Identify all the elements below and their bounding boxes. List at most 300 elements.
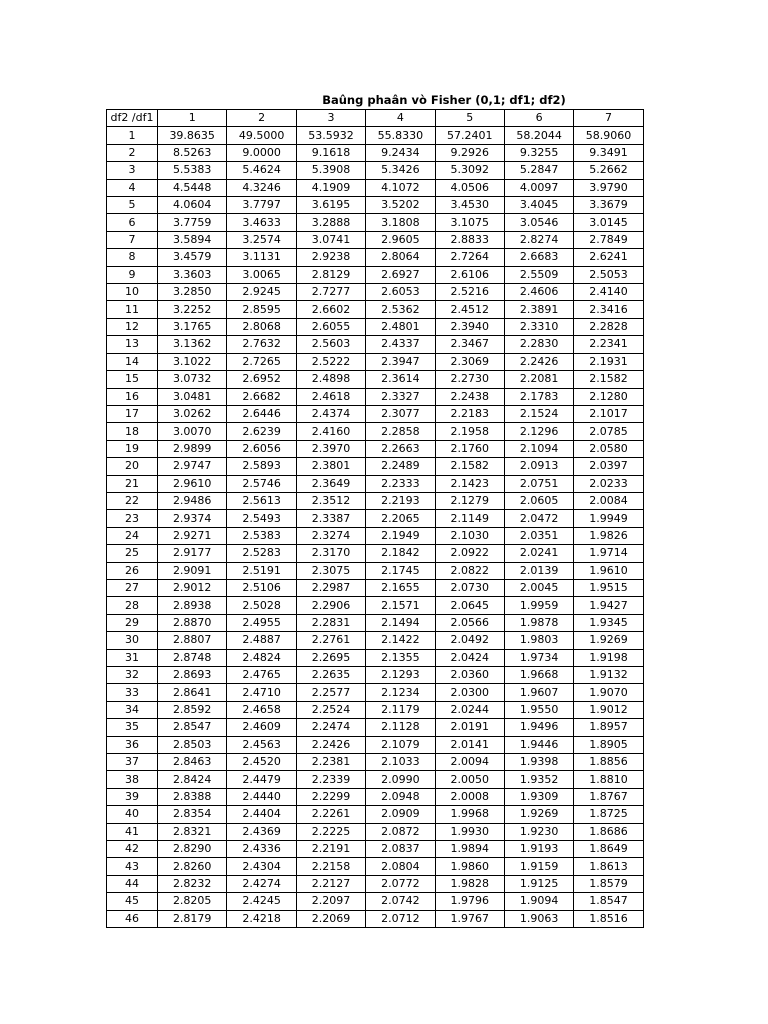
- table-cell: 2.2828: [574, 318, 643, 335]
- table-row: [107, 667, 644, 684]
- table-row: [107, 510, 644, 527]
- table-cell: 2.1582: [435, 458, 504, 475]
- table-cell: 1.9734: [504, 649, 573, 666]
- table-cell: 2.7277: [296, 284, 365, 301]
- table-cell: 2.1033: [366, 754, 435, 771]
- table-cell: 1.9949: [574, 510, 643, 527]
- table-cell: 2.8592: [158, 701, 227, 718]
- table-cell: 1.8547: [574, 893, 643, 910]
- row-header-df2: 14: [107, 353, 158, 370]
- table-cell: 1.8649: [574, 841, 643, 858]
- table-cell: 2.0050: [435, 771, 504, 788]
- table-cell: 3.2850: [158, 284, 227, 301]
- row-header-df2: 36: [107, 736, 158, 753]
- table-cell: 2.2577: [296, 684, 365, 701]
- table-cell: 2.3274: [296, 527, 365, 544]
- table-cell: 1.9063: [504, 910, 573, 927]
- table-cell: 2.1949: [366, 527, 435, 544]
- table-row: [107, 440, 644, 457]
- table-cell: 1.9668: [504, 667, 573, 684]
- table-cell: 2.9091: [158, 562, 227, 579]
- table-cell: 2.1017: [574, 405, 643, 422]
- table-row: [107, 875, 644, 892]
- table-cell: 2.2426: [504, 353, 573, 370]
- table-row: [107, 910, 644, 927]
- table-cell: 2.5028: [227, 597, 296, 614]
- table-cell: 2.1149: [435, 510, 504, 527]
- table-cell: 2.4479: [227, 771, 296, 788]
- column-header-df1-2: 2: [227, 110, 296, 127]
- table-cell: 1.9803: [504, 632, 573, 649]
- table-cell: 2.5283: [227, 545, 296, 562]
- header-row: [107, 110, 644, 127]
- table-cell: 2.5216: [435, 284, 504, 301]
- table-cell: 2.6952: [227, 371, 296, 388]
- table-cell: 2.5053: [574, 266, 643, 283]
- table-row: [107, 214, 644, 231]
- table-cell: 2.9271: [158, 527, 227, 544]
- table-cell: 3.7797: [227, 197, 296, 214]
- table-cell: 2.5222: [296, 353, 365, 370]
- table-cell: 2.4274: [227, 875, 296, 892]
- table-cell: 1.9610: [574, 562, 643, 579]
- row-header-df2: 46: [107, 910, 158, 927]
- table-row: [107, 318, 644, 335]
- table-cell: 1.9550: [504, 701, 573, 718]
- table-cell: 2.2524: [296, 701, 365, 718]
- row-header-df2: 40: [107, 806, 158, 823]
- table-cell: 1.9269: [574, 632, 643, 649]
- table-row: [107, 719, 644, 736]
- table-cell: 39.8635: [158, 127, 227, 144]
- table-row: [107, 614, 644, 631]
- table-cell: 4.5448: [158, 179, 227, 196]
- row-header-df2: 33: [107, 684, 158, 701]
- table-cell: 2.3069: [435, 353, 504, 370]
- table-cell: 2.4369: [227, 823, 296, 840]
- table-cell: 2.1931: [574, 353, 643, 370]
- table-cell: 1.9714: [574, 545, 643, 562]
- table-cell: 2.8424: [158, 771, 227, 788]
- table-cell: 3.7759: [158, 214, 227, 231]
- table-cell: 2.2191: [296, 841, 365, 858]
- table-cell: 2.9177: [158, 545, 227, 562]
- table-row: [107, 579, 644, 596]
- row-header-df2: 28: [107, 597, 158, 614]
- table-cell: 2.1494: [366, 614, 435, 631]
- table-cell: 55.8330: [366, 127, 435, 144]
- column-header-df1-3: 3: [296, 110, 365, 127]
- table-cell: 5.5383: [158, 162, 227, 179]
- table-row: [107, 127, 644, 144]
- table-cell: 2.3075: [296, 562, 365, 579]
- table-cell: 2.3077: [366, 405, 435, 422]
- table-cell: 2.1355: [366, 649, 435, 666]
- table-cell: 2.0785: [574, 423, 643, 440]
- table-cell: 2.2333: [366, 475, 435, 492]
- table-cell: 2.8595: [227, 301, 296, 318]
- table-cell: 2.2730: [435, 371, 504, 388]
- row-header-df2: 22: [107, 492, 158, 509]
- table-cell: 2.3170: [296, 545, 365, 562]
- table-cell: 2.0742: [366, 893, 435, 910]
- table-cell: 3.4579: [158, 249, 227, 266]
- table-cell: 2.2261: [296, 806, 365, 823]
- table-cell: 2.4887: [227, 632, 296, 649]
- table-row: [107, 754, 644, 771]
- table-cell: 1.9159: [504, 858, 573, 875]
- table-cell: 2.1524: [504, 405, 573, 422]
- table-cell: 2.7265: [227, 353, 296, 370]
- table-cell: 3.1765: [158, 318, 227, 335]
- table-cell: 3.3603: [158, 266, 227, 283]
- table-cell: 2.0045: [504, 579, 573, 596]
- table-row: [107, 562, 644, 579]
- table-cell: 2.0360: [435, 667, 504, 684]
- table-cell: 2.0922: [435, 545, 504, 562]
- table-row: [107, 545, 644, 562]
- table-cell: 57.2401: [435, 127, 504, 144]
- table-cell: 4.0604: [158, 197, 227, 214]
- table-cell: 3.0732: [158, 371, 227, 388]
- row-header-df2: 4: [107, 179, 158, 196]
- table-cell: 2.1745: [366, 562, 435, 579]
- table-cell: 9.0000: [227, 144, 296, 161]
- table-cell: 2.6927: [366, 266, 435, 283]
- table-row: [107, 858, 644, 875]
- table-cell: 2.2381: [296, 754, 365, 771]
- table-cell: 2.0872: [366, 823, 435, 840]
- row-header-df2: 5: [107, 197, 158, 214]
- table-cell: 2.0566: [435, 614, 504, 631]
- table-row: [107, 806, 644, 823]
- row-header-df2: 19: [107, 440, 158, 457]
- table-cell: 2.4765: [227, 667, 296, 684]
- table-cell: 1.9878: [504, 614, 573, 631]
- row-header-df2: 3: [107, 162, 158, 179]
- table-cell: 5.4624: [227, 162, 296, 179]
- table-cell: 2.2225: [296, 823, 365, 840]
- table-cell: 2.8693: [158, 667, 227, 684]
- table-cell: 2.4245: [227, 893, 296, 910]
- table-cell: 2.2081: [504, 371, 573, 388]
- table-cell: 2.8833: [435, 231, 504, 248]
- table-row: [107, 632, 644, 649]
- table-cell: 1.9345: [574, 614, 643, 631]
- table-cell: 2.0472: [504, 510, 573, 527]
- table-cell: 1.9496: [504, 719, 573, 736]
- table-cell: 2.0300: [435, 684, 504, 701]
- table-cell: 1.9515: [574, 579, 643, 596]
- table-cell: 2.4520: [227, 754, 296, 771]
- table-cell: 2.9486: [158, 492, 227, 509]
- table-cell: 2.5603: [296, 336, 365, 353]
- row-header-df2: 35: [107, 719, 158, 736]
- table-cell: 4.1909: [296, 179, 365, 196]
- table-cell: 2.2438: [435, 388, 504, 405]
- table-cell: 2.5383: [227, 527, 296, 544]
- row-header-df2: 10: [107, 284, 158, 301]
- row-header-df2: 31: [107, 649, 158, 666]
- table-cell: 2.6241: [574, 249, 643, 266]
- table-cell: 2.5191: [227, 562, 296, 579]
- table-cell: 1.9198: [574, 649, 643, 666]
- table-cell: 2.4336: [227, 841, 296, 858]
- table-cell: 2.4304: [227, 858, 296, 875]
- table-cell: 3.0546: [504, 214, 573, 231]
- table-cell: 2.3891: [504, 301, 573, 318]
- table-cell: 2.4955: [227, 614, 296, 631]
- table-cell: 2.1094: [504, 440, 573, 457]
- table-cell: 1.9796: [435, 893, 504, 910]
- table-cell: 2.1423: [435, 475, 504, 492]
- table-title: Baûng phaân vò Fisher (0,1; df1; df2): [322, 93, 566, 107]
- row-header-df2: 15: [107, 371, 158, 388]
- table-cell: 2.8463: [158, 754, 227, 771]
- table-cell: 1.9828: [435, 875, 504, 892]
- table-cell: 2.0990: [366, 771, 435, 788]
- table-row: [107, 144, 644, 161]
- table-cell: 2.2426: [296, 736, 365, 753]
- table-cell: 2.1179: [366, 701, 435, 718]
- table-cell: 2.0804: [366, 858, 435, 875]
- table-cell: 3.1808: [366, 214, 435, 231]
- table-cell: 58.2044: [504, 127, 573, 144]
- table-cell: 2.6056: [227, 440, 296, 457]
- table-row: [107, 684, 644, 701]
- table-cell: 49.5000: [227, 127, 296, 144]
- table-cell: 2.1655: [366, 579, 435, 596]
- table-cell: 2.3327: [366, 388, 435, 405]
- table-cell: 8.5263: [158, 144, 227, 161]
- table-cell: 4.1072: [366, 179, 435, 196]
- table-cell: 2.1030: [435, 527, 504, 544]
- table-cell: 2.4440: [227, 788, 296, 805]
- table-cell: 2.2474: [296, 719, 365, 736]
- table-cell: 1.8810: [574, 771, 643, 788]
- table-cell: 9.3491: [574, 144, 643, 161]
- table-cell: 2.4606: [504, 284, 573, 301]
- table-cell: 3.9790: [574, 179, 643, 196]
- table-cell: 2.7849: [574, 231, 643, 248]
- table-cell: 2.2489: [366, 458, 435, 475]
- table-cell: 2.2065: [366, 510, 435, 527]
- table-cell: 2.2193: [366, 492, 435, 509]
- table-cell: 5.2847: [504, 162, 573, 179]
- table-cell: 58.9060: [574, 127, 643, 144]
- table-cell: 2.8807: [158, 632, 227, 649]
- table-row: [107, 284, 644, 301]
- table-cell: 1.8686: [574, 823, 643, 840]
- table-cell: 3.0065: [227, 266, 296, 283]
- table-row: [107, 388, 644, 405]
- table-cell: 2.0605: [504, 492, 573, 509]
- table-cell: 2.3512: [296, 492, 365, 509]
- row-header-df2: 39: [107, 788, 158, 805]
- table-cell: 2.1234: [366, 684, 435, 701]
- table-cell: 2.4609: [227, 719, 296, 736]
- table-cell: 1.8613: [574, 858, 643, 875]
- table-cell: 2.1422: [366, 632, 435, 649]
- table-cell: 3.0070: [158, 423, 227, 440]
- table-cell: 2.5493: [227, 510, 296, 527]
- table-cell: 2.2761: [296, 632, 365, 649]
- table-cell: 2.9374: [158, 510, 227, 527]
- table-cell: 1.9230: [504, 823, 573, 840]
- table-cell: 2.3801: [296, 458, 365, 475]
- table-cell: 3.5202: [366, 197, 435, 214]
- table-cell: 2.2097: [296, 893, 365, 910]
- row-header-df2: 44: [107, 875, 158, 892]
- table-cell: 1.9094: [504, 893, 573, 910]
- row-header-df2: 37: [107, 754, 158, 771]
- table-cell: 1.9446: [504, 736, 573, 753]
- table-cell: 2.0909: [366, 806, 435, 823]
- table-cell: 2.8205: [158, 893, 227, 910]
- table-row: [107, 231, 644, 248]
- table-cell: 2.2339: [296, 771, 365, 788]
- table-cell: 3.6195: [296, 197, 365, 214]
- table-cell: 2.3614: [366, 371, 435, 388]
- row-header-df2: 9: [107, 266, 158, 283]
- table-cell: 1.9070: [574, 684, 643, 701]
- table-cell: 2.0424: [435, 649, 504, 666]
- row-header-df2: 20: [107, 458, 158, 475]
- table-cell: 1.9959: [504, 597, 573, 614]
- table-row: [107, 597, 644, 614]
- table-cell: 3.2252: [158, 301, 227, 318]
- table-cell: 2.3416: [574, 301, 643, 318]
- row-header-df2: 16: [107, 388, 158, 405]
- table-cell: 4.0097: [504, 179, 573, 196]
- row-header-df2: 11: [107, 301, 158, 318]
- row-header-df2: 34: [107, 701, 158, 718]
- table-cell: 2.0492: [435, 632, 504, 649]
- table-cell: 3.3679: [574, 197, 643, 214]
- table-cell: 2.8748: [158, 649, 227, 666]
- table-cell: 3.0741: [296, 231, 365, 248]
- table-cell: 2.9899: [158, 440, 227, 457]
- row-header-df2: 12: [107, 318, 158, 335]
- table-cell: 2.3467: [435, 336, 504, 353]
- table-cell: 2.0580: [574, 440, 643, 457]
- table-cell: 2.6682: [227, 388, 296, 405]
- table-row: [107, 475, 644, 492]
- table-cell: 1.9860: [435, 858, 504, 875]
- table-cell: 2.0397: [574, 458, 643, 475]
- column-header-df1-1: 1: [158, 110, 227, 127]
- table-cell: 2.8641: [158, 684, 227, 701]
- table-cell: 2.4563: [227, 736, 296, 753]
- table-cell: 2.4404: [227, 806, 296, 823]
- table-row: [107, 371, 644, 388]
- table-cell: 2.8354: [158, 806, 227, 823]
- table-cell: 3.0145: [574, 214, 643, 231]
- row-header-df2: 21: [107, 475, 158, 492]
- table-cell: 2.3947: [366, 353, 435, 370]
- table-cell: 2.8232: [158, 875, 227, 892]
- table-cell: 1.9427: [574, 597, 643, 614]
- table-cell: 2.0233: [574, 475, 643, 492]
- table-cell: 2.0241: [504, 545, 573, 562]
- table-cell: 2.4658: [227, 701, 296, 718]
- table-cell: 1.8725: [574, 806, 643, 823]
- table-cell: 9.2926: [435, 144, 504, 161]
- table-row: [107, 736, 644, 753]
- row-header-df2: 6: [107, 214, 158, 231]
- table-cell: 2.5613: [227, 492, 296, 509]
- table-cell: 1.8767: [574, 788, 643, 805]
- table-cell: 4.0506: [435, 179, 504, 196]
- table-cell: 2.5893: [227, 458, 296, 475]
- table-cell: 3.1362: [158, 336, 227, 353]
- table-cell: 2.0913: [504, 458, 573, 475]
- table-cell: 5.3908: [296, 162, 365, 179]
- table-row: [107, 423, 644, 440]
- table-cell: 2.8274: [504, 231, 573, 248]
- table-cell: 2.1296: [504, 423, 573, 440]
- table-row: [107, 458, 644, 475]
- table-cell: 2.8068: [227, 318, 296, 335]
- table-cell: 1.9968: [435, 806, 504, 823]
- table-cell: 2.1582: [574, 371, 643, 388]
- table-cell: 3.1131: [227, 249, 296, 266]
- table-cell: 2.2341: [574, 336, 643, 353]
- table-cell: 2.1760: [435, 440, 504, 457]
- table-cell: 2.2635: [296, 667, 365, 684]
- row-header-df2: 17: [107, 405, 158, 422]
- row-header-df2: 43: [107, 858, 158, 875]
- table-cell: 3.1075: [435, 214, 504, 231]
- table-cell: 3.0262: [158, 405, 227, 422]
- table-cell: 2.1783: [504, 388, 573, 405]
- table-cell: 2.1571: [366, 597, 435, 614]
- row-header-df2: 1: [107, 127, 158, 144]
- table-cell: 2.6239: [227, 423, 296, 440]
- table-cell: 3.4045: [504, 197, 573, 214]
- table-cell: 1.9125: [504, 875, 573, 892]
- row-header-df2: 24: [107, 527, 158, 544]
- table-cell: 2.2830: [504, 336, 573, 353]
- table-cell: 2.1079: [366, 736, 435, 753]
- table-cell: 9.3255: [504, 144, 573, 161]
- row-header-df2: 26: [107, 562, 158, 579]
- table-cell: 2.8503: [158, 736, 227, 753]
- table-cell: 2.4801: [366, 318, 435, 335]
- table-cell: 2.8260: [158, 858, 227, 875]
- table-cell: 2.2299: [296, 788, 365, 805]
- table-cell: 2.5746: [227, 475, 296, 492]
- table-cell: 2.9610: [158, 475, 227, 492]
- table-cell: 2.9245: [227, 284, 296, 301]
- table-cell: 2.7632: [227, 336, 296, 353]
- table-cell: 2.4512: [435, 301, 504, 318]
- table-cell: 2.8290: [158, 841, 227, 858]
- table-row: [107, 162, 644, 179]
- table-cell: 2.4160: [296, 423, 365, 440]
- table-cell: 2.0645: [435, 597, 504, 614]
- table-cell: 2.9605: [366, 231, 435, 248]
- table-cell: 2.9747: [158, 458, 227, 475]
- table-cell: 1.9930: [435, 823, 504, 840]
- table-cell: 1.8856: [574, 754, 643, 771]
- table-cell: 2.0094: [435, 754, 504, 771]
- table-cell: 1.9767: [435, 910, 504, 927]
- table-cell: 2.2069: [296, 910, 365, 927]
- table-cell: 2.1279: [435, 492, 504, 509]
- table-cell: 2.9012: [158, 579, 227, 596]
- table-cell: 2.5509: [504, 266, 573, 283]
